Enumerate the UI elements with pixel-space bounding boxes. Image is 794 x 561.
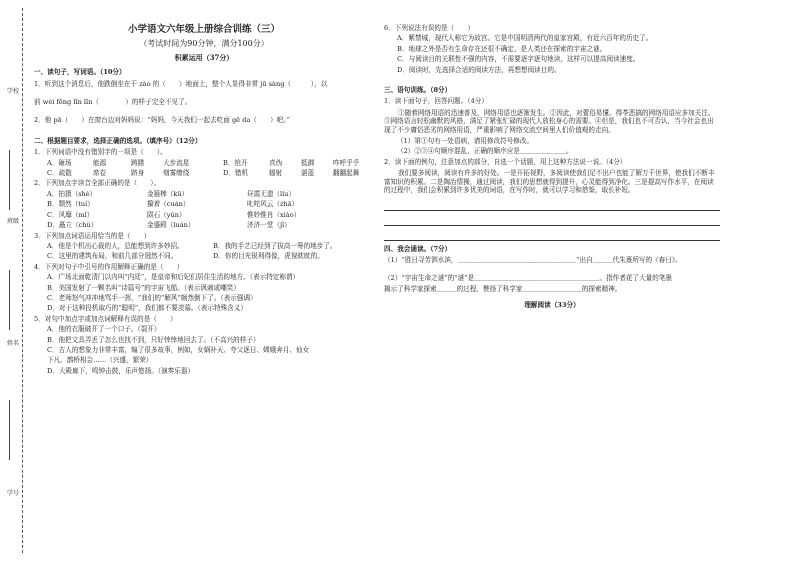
s1-question-1b: 前 wéi fēng lǐn lǐn（ ）的样子完全不见了。 (34, 98, 192, 107)
q6-stem: 6．下列说法有误的是（ ） (384, 24, 474, 32)
section-2-heading: 二、根据题目要求，选择正确的选项。（填序号）（12分） (34, 136, 202, 145)
exam-subtitle: （考试时间为90分钟，满分100分） (139, 39, 269, 49)
s1-question-2: 2．他 pā（ ）在窗台边对妈妈说：“妈妈，今天我们一起去吃面 gē da（ ）吧。” (34, 116, 290, 125)
exam-title: 小学语文六年级上册综合训练（三） (127, 24, 280, 35)
part-heading: 积累运用（37分） (174, 52, 234, 62)
q2-stem: 2．下列加点字读音全部正确的是（ ）。 (34, 179, 161, 188)
q5-stem: 5．对句中加点字或加点词解释有误的是（ ） (34, 314, 177, 323)
q4-stem: 4．下列对句子中引号的作用解释正确的是（ ） (34, 262, 184, 271)
number-label: 学号 (6, 490, 19, 497)
school-label: 学校 (6, 88, 19, 95)
q4-option-a: A．广场北面乾清门以内叫“内廷”，是皇帝和后妃们居住生活的地方。（表示特定称谓） (47, 273, 300, 282)
q5-option-c-cont: 下凡、鹊桥相会……（兴盛，繁荣） (47, 356, 153, 365)
q1-option-d: D．错机 (223, 169, 249, 178)
q1-option-a: A．砸场 (47, 158, 72, 167)
q2-option-a: A．拍摄（shè） 金箍棒（kū） 昼霞无遗（líu） (47, 189, 296, 198)
q3-options-row-2: C．这里的建筑布局，和前几部分迥然不同。 D．你的目光锐利得像，虎视眈眈的。 (47, 252, 324, 261)
r1-passage: ①随着网络用语的迅速普及，网络用语也逐渐发生。②因此，对蕾俗易懂、得苓恶搞的网络用语应多加关注。③网络语言轻松幽默的风格，满足了紧张忙碌的现代人放松身心的需要。④但是，我们也不可否认，当今社会也出现了不少庸俗恶劣的网络用语，严重影响了网络交流空间里人们价值观的走向。 (384, 108, 715, 134)
q1-option-b: B．抢开 (223, 158, 248, 167)
q2-option-c: C．风靡（mǐ） 陨石（yǔn） 惟妙惟肖（xiào） (47, 210, 301, 219)
poem-question-1: （1）“胜日寻芳泗水滨，＿＿＿＿＿＿＿＿＿＿＿＿＿＿＿＿＿＿”出自＿＿＿代朱熹所写的《春日》。 (384, 255, 682, 264)
q4-option-c: C．老师怒气冲冲地骂手一挥，“我们的“解风”颇然倒下了。（表示强调） (47, 293, 257, 302)
r1-question-1: （1）第①句有一处语病，请用修改符号修改。 (397, 137, 534, 146)
q2-option-b: B．颓然（tuí） 攥着（cuán） 叱咤风云（zhā） (47, 200, 299, 209)
q5-option-c: C．古人的想象力非常丰富，编了很多故事，例如，女娲补天、夸父逐日、嫦娥奔月、仙女 (47, 345, 310, 354)
q1-stem: 1．下列词语中没有错别字的一项是（ ）。 (34, 148, 167, 157)
right-column (384, 22, 720, 310)
r1-stem: 1．读下面句子，回答问题。（4分） (384, 97, 488, 106)
q1-option-c: C．疏散 (47, 169, 72, 178)
s1-question-1a: 1．听到这个消息后，他跌倒坐在干 zào 的（ ）地面上，整个人显得非常 jū sàng（ ），以 (34, 79, 328, 88)
school-blank[interactable] (9, 150, 20, 210)
left-column (34, 22, 374, 377)
q6-option-b: B．地球之外是否有生命存在还很不确定，是人类还在探索的宇宙之谜。 (397, 44, 607, 53)
name-label: 姓名 (6, 340, 19, 347)
binding-margin (0, 0, 34, 561)
next-part-heading: 理解阅读（33分） (524, 301, 580, 310)
answer-line-3[interactable] (384, 228, 720, 241)
class-blank[interactable] (9, 270, 20, 330)
q2-option-d: D．矗立（chù） 金鎏殿（luán） 济济一堂（jǐ） (47, 221, 291, 230)
q5-option-d: D．大殿廊下，鸣钟击鼓，乐声悠扬。（演奏乐器） (47, 366, 195, 375)
q6-option-d: D．阅读时，先选择合适的阅读方法，再想想阅读目的。 (397, 65, 561, 74)
section-3-heading: 三、语句训练。（8分） (384, 86, 452, 95)
section-1-heading: 一、读句子，写词语。（10分） (34, 68, 126, 77)
r2-stem: 2．读下面的例句，注意加点的部分，自选一个话题，用上这种方法说一说。（4分） (384, 157, 627, 166)
cut-line (22, 8, 23, 553)
poem-question-2b: 揭示了科学家探索＿＿＿的过程，赞扬了科学家＿＿＿＿＿＿＿＿＿的探索精神。 (384, 284, 622, 293)
q4-option-b: B．美国发射了一颗名叫“诗篇号”的宇宙飞船。（表示讽刺或嘲笑） (47, 283, 240, 292)
r2-example: 我们要多阅读，阅读有许多的好处。一是开拓视野，多阅读使我们足不出户也能了解万千世界，使我们不断丰富知识的积累。二是陶冶情操，通过阅读，我们的思想就得到提升，心灵能得到净化。三是提高写作水平，在阅读的过程中，我们会积累到许多优美的词语，在写作时，就可以学习和借鉴，取长补短。 (384, 169, 715, 195)
class-label: 班级 (6, 218, 19, 225)
q3-stem: 3．下列加点词语运用恰当的是（ ） (34, 231, 151, 240)
answer-line-1[interactable] (384, 198, 720, 211)
name-blank[interactable] (9, 400, 20, 460)
q5-option-a: A．他的衣服破开了一个口子。（裂开） (47, 325, 161, 334)
q4-option-d: D．对于这种投机取巧的“聪明”，我们都不要羡慕。（表示特殊含义） (47, 304, 247, 313)
section-4-heading: 四、我会诵读。（7分） (384, 244, 452, 253)
q5-option-b: B．他把文具弄丢了怎么也找不到，只好悻悻地回去了。（不高兴的样子） (47, 335, 260, 344)
q1-options-row-2: C．疏散 席卷 跻身 烟雾缭绕 D．错机 辐射 湛蓝 翻翻起舞 (47, 169, 360, 178)
r1-question-2: （2）②③④句顺序混乱，正确的顺序应是＿＿＿＿＿＿＿。 (397, 147, 573, 156)
q6-option-a: A．紫禁城，现代人称它为故宫。它是中国明清两代的皇家宫殿，有近六百年的历史了。 (397, 34, 653, 43)
q1-options-row-1: A．砸场 能源 踌躇 大步流星 B．抢开 真伪 抵御 咋呼乎乎 (47, 158, 360, 167)
q6-option-c: C．与阅读目的关联性不强的内容，不需要逐字逐句地读，这样可以提高阅读速度。 (397, 55, 640, 64)
poem-question-2a: （2）“宇宙生命之谜”的“谜”是＿＿＿＿＿＿＿＿＿＿＿＿＿＿＿＿＿＿＿。指作者花了大量的笔墨 (384, 274, 673, 283)
answer-line-2[interactable] (384, 213, 720, 226)
q3-options-row-1: A．他是个机出心裁的人，总能想到许多妙招。 B．我的手艺已经到了拔高一筹的地步了。 (47, 241, 337, 250)
